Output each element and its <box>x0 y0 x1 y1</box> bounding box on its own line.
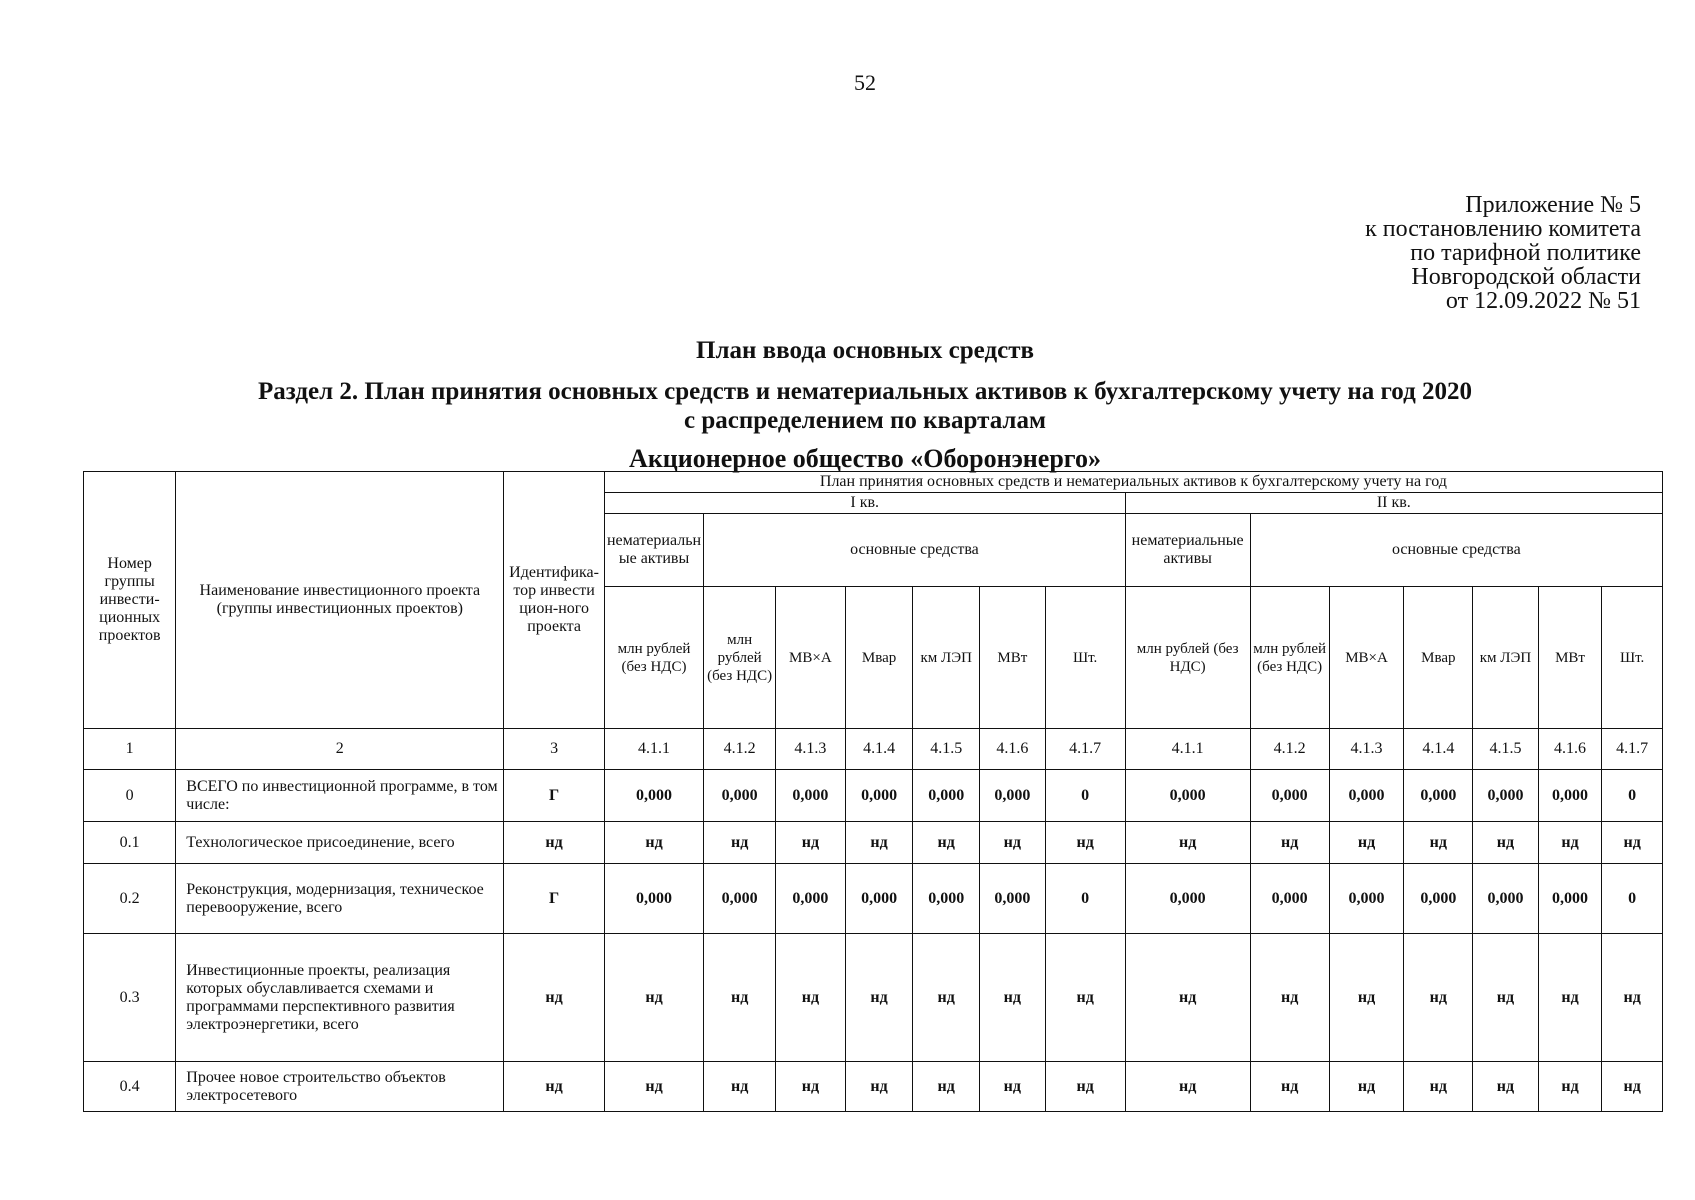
row-value: нд <box>1404 822 1473 864</box>
column-number-11: 4.1.1 <box>1125 729 1250 770</box>
header-group-number: Номер группы инвести-ционных проектов <box>84 472 176 729</box>
column-number-row <box>84 729 1663 770</box>
header-row-1 <box>84 472 1663 493</box>
row-value: нд <box>1538 1062 1602 1112</box>
row-value: нд <box>704 822 776 864</box>
row-value: 0 <box>1045 864 1125 934</box>
table-row <box>84 770 1663 822</box>
column-number-8: 4.1.5 <box>913 729 980 770</box>
row-value: нд <box>1045 822 1125 864</box>
row-value: нд <box>1250 934 1329 1062</box>
row-value: 0,000 <box>776 864 846 934</box>
row-value: нд <box>913 822 980 864</box>
table-row <box>84 822 1663 864</box>
column-number-7: 4.1.4 <box>845 729 913 770</box>
row-value: 0,000 <box>1125 864 1250 934</box>
row-value: 0,000 <box>1538 864 1602 934</box>
row-value: 0,000 <box>980 770 1046 822</box>
header-intangible-q2: нематериальные активы <box>1125 514 1250 587</box>
row-value: 0,000 <box>1538 770 1602 822</box>
header-intangible-q1: нематериальные активы <box>604 514 703 587</box>
annex-line-4: Новгородской области <box>1411 264 1641 290</box>
table-row <box>84 864 1663 934</box>
row-value: нд <box>776 934 846 1062</box>
row-value: 0 <box>1602 864 1663 934</box>
row-value: нд <box>1045 934 1125 1062</box>
row-value: 0 <box>1045 770 1125 822</box>
row-value: нд <box>1250 1062 1329 1112</box>
row-value: нд <box>845 934 913 1062</box>
header-plan: План принятия основных средств и нематериальных активов к бухгалтерскому учету на год <box>604 472 1662 493</box>
row-value: нд <box>845 822 913 864</box>
row-value: 0,000 <box>980 864 1046 934</box>
column-number-1: 1 <box>84 729 176 770</box>
row-number: 0 <box>84 770 176 822</box>
header-unit-12: км ЛЭП <box>1473 587 1539 729</box>
section-heading-line-1: Раздел 2. План принятия основных средств и нематериальных активов к бухгалтерскому учету на год 2020 <box>258 378 1472 405</box>
page-number: 52 <box>854 70 876 95</box>
column-number-9: 4.1.6 <box>980 729 1046 770</box>
row-value: 0,000 <box>604 770 703 822</box>
row-identifier: нд <box>504 822 604 864</box>
row-value: нд <box>1250 822 1329 864</box>
row-value: нд <box>1329 934 1404 1062</box>
column-number-12: 4.1.2 <box>1250 729 1329 770</box>
row-project-name: Прочее новое строительство объектов электросетевого <box>176 1062 504 1112</box>
company-name: Акционерное общество «Оборонэнерго» <box>629 444 1101 473</box>
row-number: 0.1 <box>84 822 176 864</box>
row-value: 0,000 <box>845 770 913 822</box>
row-value: нд <box>1404 934 1473 1062</box>
row-identifier: нд <box>504 1062 604 1112</box>
row-value: 0,000 <box>1125 770 1250 822</box>
row-identifier: Г <box>504 864 604 934</box>
annex-line-5: от 12.09.2022 № 51 <box>1445 288 1641 314</box>
document-title: План ввода основных средств <box>696 337 1034 364</box>
row-value: нд <box>913 934 980 1062</box>
row-value: 0,000 <box>1329 770 1404 822</box>
header-unit-9: млн рублей (без НДС) <box>1250 587 1329 729</box>
row-value: нд <box>704 934 776 1062</box>
column-number-6: 4.1.3 <box>776 729 846 770</box>
header-unit-14: Шт. <box>1602 587 1663 729</box>
annex-line-2: к постановлению комитета <box>1365 216 1641 242</box>
row-value: нд <box>704 1062 776 1112</box>
row-value: нд <box>1473 822 1539 864</box>
table-row <box>84 934 1663 1062</box>
annex-line-1: Приложение № 5 <box>1465 192 1641 218</box>
header-unit-8: млн рублей (без НДС) <box>1125 587 1250 729</box>
column-number-14: 4.1.4 <box>1404 729 1473 770</box>
row-value: 0,000 <box>1404 864 1473 934</box>
header-unit-7: Шт. <box>1045 587 1125 729</box>
plan-table <box>83 471 1663 1112</box>
table-row <box>84 1062 1663 1112</box>
row-value: нд <box>980 1062 1046 1112</box>
header-unit-3: МВ×А <box>776 587 846 729</box>
row-project-name: ВСЕГО по инвестиционной программе, в том числе: <box>176 770 504 822</box>
row-number: 0.4 <box>84 1062 176 1112</box>
row-value: нд <box>1045 1062 1125 1112</box>
column-number-17: 4.1.7 <box>1602 729 1663 770</box>
header-fixed-assets-q2: основные средства <box>1250 514 1662 587</box>
row-value: нд <box>1329 1062 1404 1112</box>
row-value: 0,000 <box>704 770 776 822</box>
row-project-name: Реконструкция, модернизация, техническое перевооружение, всего <box>176 864 504 934</box>
row-value: 0,000 <box>604 864 703 934</box>
row-value: 0,000 <box>845 864 913 934</box>
row-value: нд <box>1602 822 1663 864</box>
annex-line-3: по тарифной политике <box>1410 240 1641 266</box>
row-value: 0,000 <box>1250 770 1329 822</box>
column-number-15: 4.1.5 <box>1473 729 1539 770</box>
row-identifier: Г <box>504 770 604 822</box>
row-value: нд <box>845 1062 913 1112</box>
row-identifier: нд <box>504 934 604 1062</box>
row-value: 0,000 <box>1473 770 1539 822</box>
row-value: нд <box>1404 1062 1473 1112</box>
row-value: 0,000 <box>1329 864 1404 934</box>
row-project-name: Технологическое присоединение, всего <box>176 822 504 864</box>
row-value: нд <box>776 1062 846 1112</box>
row-value: 0,000 <box>1473 864 1539 934</box>
column-number-2: 2 <box>176 729 504 770</box>
row-value: 0 <box>1602 770 1663 822</box>
row-value: 0,000 <box>776 770 846 822</box>
header-unit-1: млн рублей (без НДС) <box>604 587 703 729</box>
header-identifier: Идентифика-тор инвести цион-ного проекта <box>504 472 604 729</box>
row-value: нд <box>980 934 1046 1062</box>
row-value: нд <box>1473 1062 1539 1112</box>
row-value: нд <box>1329 822 1404 864</box>
row-number: 0.2 <box>84 864 176 934</box>
section-heading-line-2: с распределением по кварталам <box>684 407 1046 434</box>
column-number-16: 4.1.6 <box>1538 729 1602 770</box>
row-value: нд <box>1125 934 1250 1062</box>
row-value: 0,000 <box>1250 864 1329 934</box>
row-value: 0,000 <box>913 770 980 822</box>
header-unit-13: МВт <box>1538 587 1602 729</box>
column-number-13: 4.1.3 <box>1329 729 1404 770</box>
row-value: нд <box>1602 934 1663 1062</box>
header-unit-6: МВт <box>980 587 1046 729</box>
header-fixed-assets-q1: основные средства <box>704 514 1125 587</box>
row-value: нд <box>1538 934 1602 1062</box>
annex-block <box>1365 193 1641 313</box>
column-number-10: 4.1.7 <box>1045 729 1125 770</box>
header-unit-5: км ЛЭП <box>913 587 980 729</box>
column-number-3: 3 <box>504 729 604 770</box>
row-number: 0.3 <box>84 934 176 1062</box>
row-value: нд <box>980 822 1046 864</box>
row-value: нд <box>1125 1062 1250 1112</box>
column-number-4: 4.1.1 <box>604 729 703 770</box>
header-q2: II кв. <box>1125 493 1662 514</box>
header-unit-11: Мвар <box>1404 587 1473 729</box>
table-body <box>84 770 1663 1112</box>
row-value: нд <box>1473 934 1539 1062</box>
header-unit-4: Мвар <box>845 587 913 729</box>
header-project-name: Наименование инвестиционного проекта (группы инвестиционных проектов) <box>176 472 504 729</box>
row-value: нд <box>1538 822 1602 864</box>
row-value: нд <box>604 1062 703 1112</box>
row-value: нд <box>776 822 846 864</box>
row-value: 0,000 <box>1404 770 1473 822</box>
row-value: нд <box>1125 822 1250 864</box>
row-project-name: Инвестиционные проекты, реализация которых обуславливается схемами и программами перспективного развития электроэнергетики, всего <box>176 934 504 1062</box>
row-value: 0,000 <box>913 864 980 934</box>
row-value: нд <box>913 1062 980 1112</box>
row-value: нд <box>604 934 703 1062</box>
row-value: нд <box>604 822 703 864</box>
section-heading <box>0 377 1695 435</box>
header-unit-2: млн рублей (без НДС) <box>704 587 776 729</box>
header-q1: I кв. <box>604 493 1125 514</box>
header-unit-10: МВ×А <box>1329 587 1404 729</box>
row-value: нд <box>1602 1062 1663 1112</box>
row-value: 0,000 <box>704 864 776 934</box>
column-number-5: 4.1.2 <box>704 729 776 770</box>
